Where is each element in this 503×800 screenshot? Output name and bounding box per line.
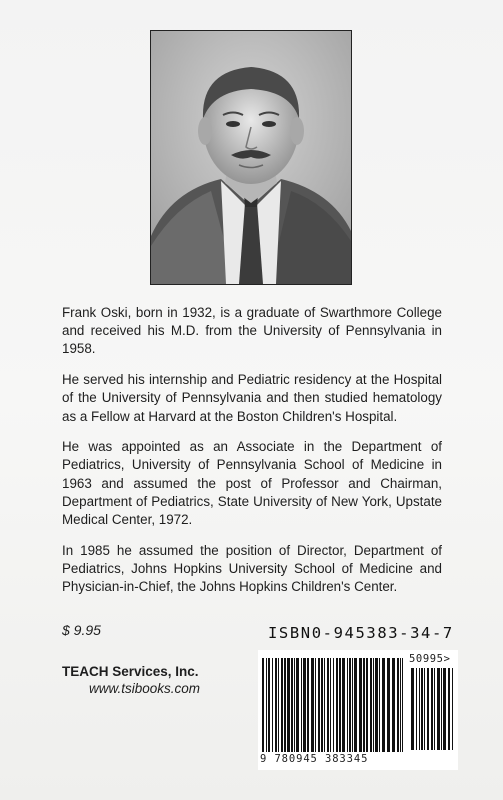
barcode-graphic (258, 650, 458, 770)
bio-paragraph-3: He was appointed as an Associate in the Department of Pediatrics, University of Pennsylvania School of Medicine in 1963 and assumed the post of Professor and Chairman, Department of Pediatrics, State University of New York, Upstate Medical Center, 1972. (62, 439, 442, 528)
publisher-name: TEACH Services, Inc. (62, 664, 199, 679)
bio-paragraph-2: He served his internship and Pediatric residency at the Hospital of the University of Pennsylvania and then studied hematology as a Fellow at Harvard at the Boston Children's Hospital. (62, 372, 442, 424)
price-label: $ 9.95 (62, 622, 101, 638)
bio-paragraph-1: Frank Oski, born in 1932, is a graduate of Swarthmore College and received his M.D. from the University of Pennsylvania in 1958. (62, 305, 442, 357)
author-biography (62, 304, 442, 609)
bio-paragraph-4: In 1985 he assumed the position of Director, Department of Pediatrics, Johns Hopkins University School of Medicine and Physician-in-Chief, the Johns Hopkins Children's Center. (62, 542, 442, 595)
publisher-website: www.tsibooks.com (89, 681, 201, 696)
barcode-addon-number: 50995> (409, 653, 451, 665)
portrait-image (151, 31, 351, 284)
author-portrait (150, 30, 352, 285)
barcode-main-number: 9 780945 383345 (258, 753, 410, 765)
isbn-label: ISBN0-945383-34-7 (268, 624, 454, 642)
barcode (258, 650, 458, 770)
